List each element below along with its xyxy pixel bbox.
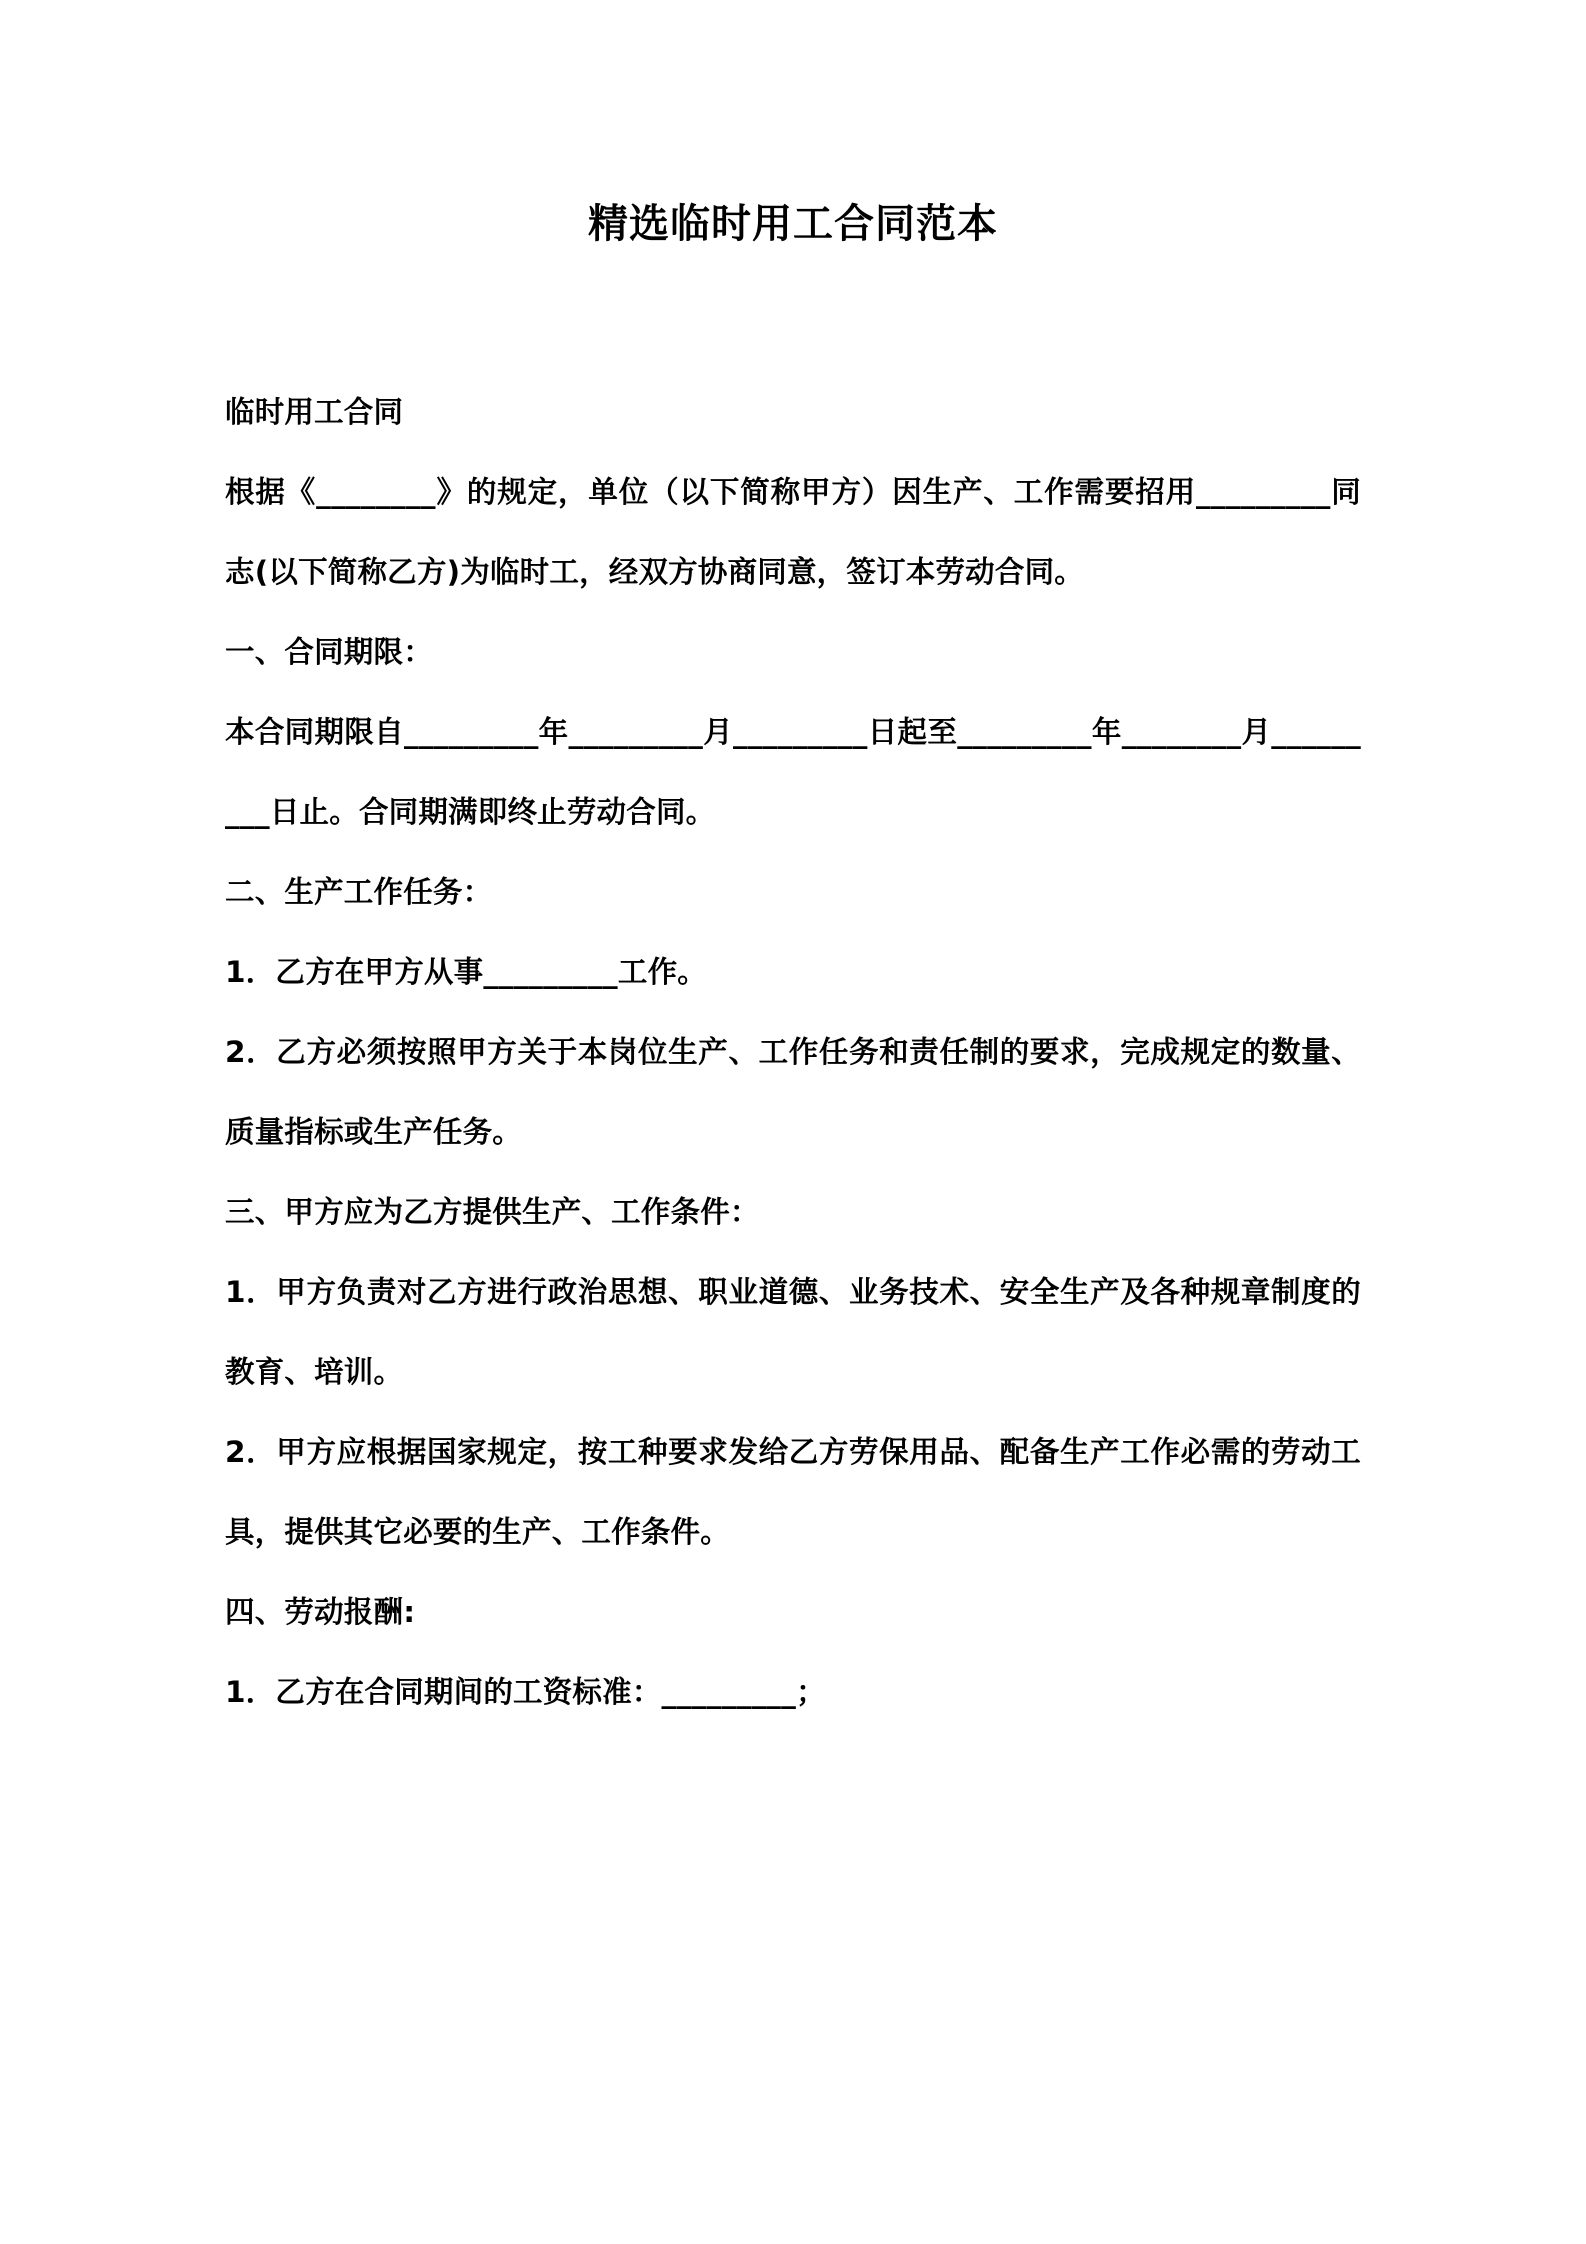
paragraph-section-2-item-1: 1．乙方在甲方从事_________工作。 — [225, 955, 707, 989]
paragraph-section-1-term: 本合同期限自_________年_________月_________日起至_________年________月_________日止。合同期满即终止劳动合同。 — [225, 715, 1361, 829]
paragraph-section-1-title: 一、合同期限： — [225, 635, 433, 669]
document-body — [225, 250, 1361, 1732]
paragraph-preamble: 根据《________》的规定，单位（以下简称甲方）因生产、工作需要招用_________同志(以下简称乙方)为临时工，经双方协商同意，签订本劳动合同。 — [225, 475, 1361, 589]
paragraph-section-4-title: 四、劳动报酬: — [225, 1595, 416, 1629]
paragraph-section-3-title: 三、甲方应为乙方提供生产、工作条件： — [225, 1195, 760, 1229]
paragraph-section-4-item-1: 1．乙方在合同期间的工资标准：_________； — [225, 1675, 826, 1709]
paragraph-heading-contract-name: 临时用工合同 — [225, 395, 404, 429]
paragraph-section-3-item-1: 1．甲方负责对乙方进行政治思想、职业道德、业务技术、安全生产及各种规章制度的教育、培训。 — [225, 1275, 1361, 1389]
paragraph-section-3-item-2: 2．甲方应根据国家规定，按工种要求发给乙方劳保用品、配备生产工作必需的劳动工具，提供其它必要的生产、工作条件。 — [225, 1435, 1361, 1549]
page-title: 精选临时用工合同范本 — [588, 201, 998, 247]
paragraph-section-2-title: 二、生产工作任务： — [225, 875, 493, 909]
paragraph-section-2-item-2: 2．乙方必须按照甲方关于本岗位生产、工作任务和责任制的要求，完成规定的数量、质量指标或生产任务。 — [225, 1035, 1361, 1149]
